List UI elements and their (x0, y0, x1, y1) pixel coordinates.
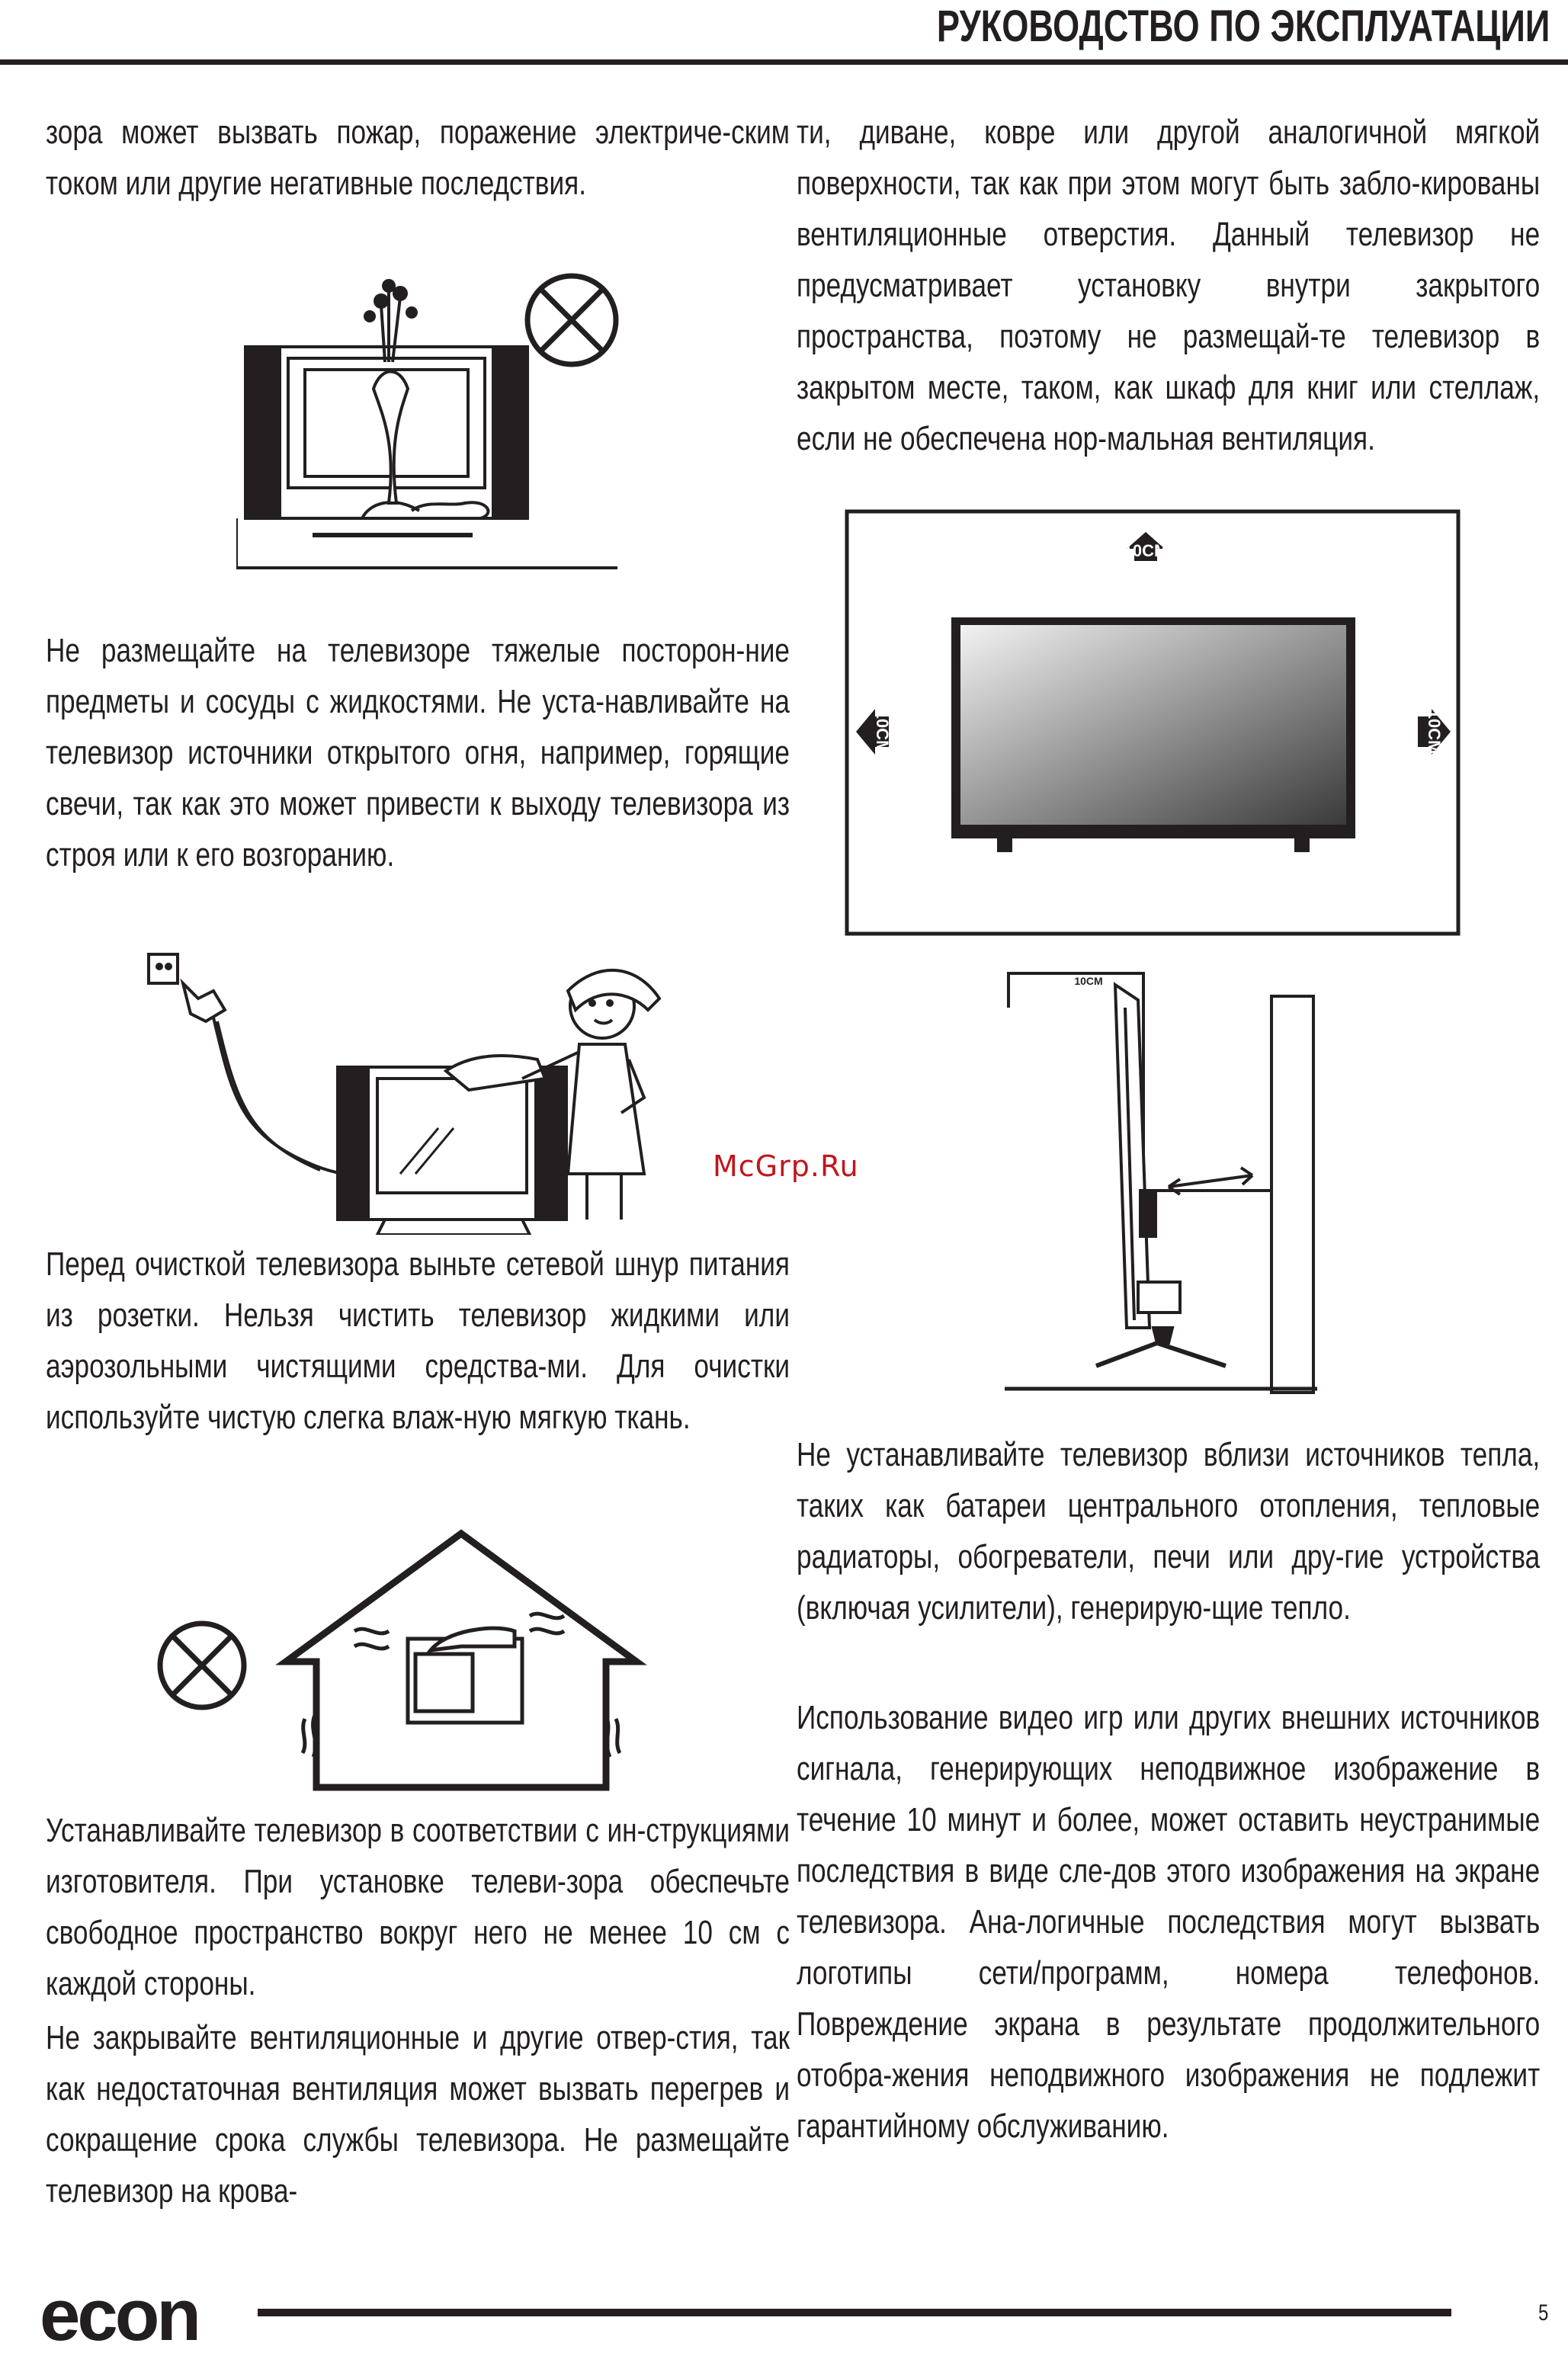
figure-no-heat-sources (156, 1524, 652, 1799)
figure-front-clearance (845, 509, 1461, 936)
figure-side-clearance (1005, 962, 1325, 1404)
footer-rule (258, 2309, 1451, 2316)
left-paragraph-3: Перед очисткой телевизора выньте сетевой шнур питания из розетки. Нельзя чистить телевизор жидкими или аэрозольными чистящими средства-ми. Для очистки используйте чистую слегка влаж-ную мягкую ткань. (46, 1245, 790, 1436)
clearance-top-label: 10CM (1123, 541, 1169, 560)
page-header-title: РУКОВОДСТВО ПО ЭКСПЛУАТАЦИИ (936, 2, 1550, 51)
prohibited-icon (160, 1624, 244, 1707)
right-paragraph-1: ти, диване, ковре или другой аналогичной мягкой поверхности, так как при этом могут быть забло-кированы вентиляционные отверстия. Данный телевизор не предусматривает установку внутри закрытого пространства, поэтому не размещай-те телевизор в закрытом месте, таком, как шкаф для книг или стеллаж, если не обеспечена нор-мальная вентиляция. (797, 114, 1541, 457)
brand-logo: econ (40, 2274, 199, 2356)
page-number: 5 (1538, 2300, 1549, 2326)
left-paragraph-4: Устанавливайте телевизор в соответствии с ин-струкциями изготовителя. При установке телеви-зора обеспечьте свободное пространство вокруг него не менее 10 см с каждой стороны. (46, 1812, 790, 2002)
watermark: McGrp.Ru (713, 1149, 859, 1183)
clearance-right-label: 10CM (1425, 709, 1444, 755)
flower-icon (364, 279, 418, 322)
clearance-side-label: 10CM (1074, 975, 1103, 987)
right-paragraph-3: Использование видео игр или других внешних источников сигнала, генерирующих неподвижное изображение в течение 10 минут и более, может оставить неустранимые последствия в виде сле-дов этого изображения на экране телевизора. Ана-логичные последствия могут вызвать логотипы сети/программ, номера телефонов. Повреждение экрана в результате продолжительного отобра-жения неподвижного изображения не подлежит гарантийному обслуживанию. (797, 1699, 1541, 2145)
left-paragraph-5: Не закрывайте вентиляционные и другие отвер-стия, так как недостаточная вентиляция может вызвать перегрев и сокращение срока службы телевизора. Не размещайте телевизор на крова- (46, 2019, 790, 2210)
header-rule (0, 59, 1568, 65)
figure-no-liquids-on-tv (236, 213, 663, 595)
right-paragraph-2: Не устанавливайте телевизор вблизи источников тепла, таких как батареи центрального отопления, тепловые радиаторы, обогреватели, печи или дру-гие устройства (включая усилители), генерирую-щие тепло. (797, 1436, 1541, 1627)
figure-cleaning-tv (141, 945, 690, 1235)
left-paragraph-1: зора может вызвать пожар, поражение электриче-ским током или другие негативные последствия. (46, 114, 790, 202)
left-paragraph-2: Не размещайте на телевизоре тяжелые посторон-ние предметы и сосуды с жидкостями. Не уста-навливайте на телевизор источники открытого огня, например, горящие свечи, так как это может привести к выходу телевизора из строя или к его возгоранию. (46, 632, 790, 873)
prohibited-icon (527, 276, 616, 364)
clearance-left-label: 10CM (873, 709, 892, 755)
